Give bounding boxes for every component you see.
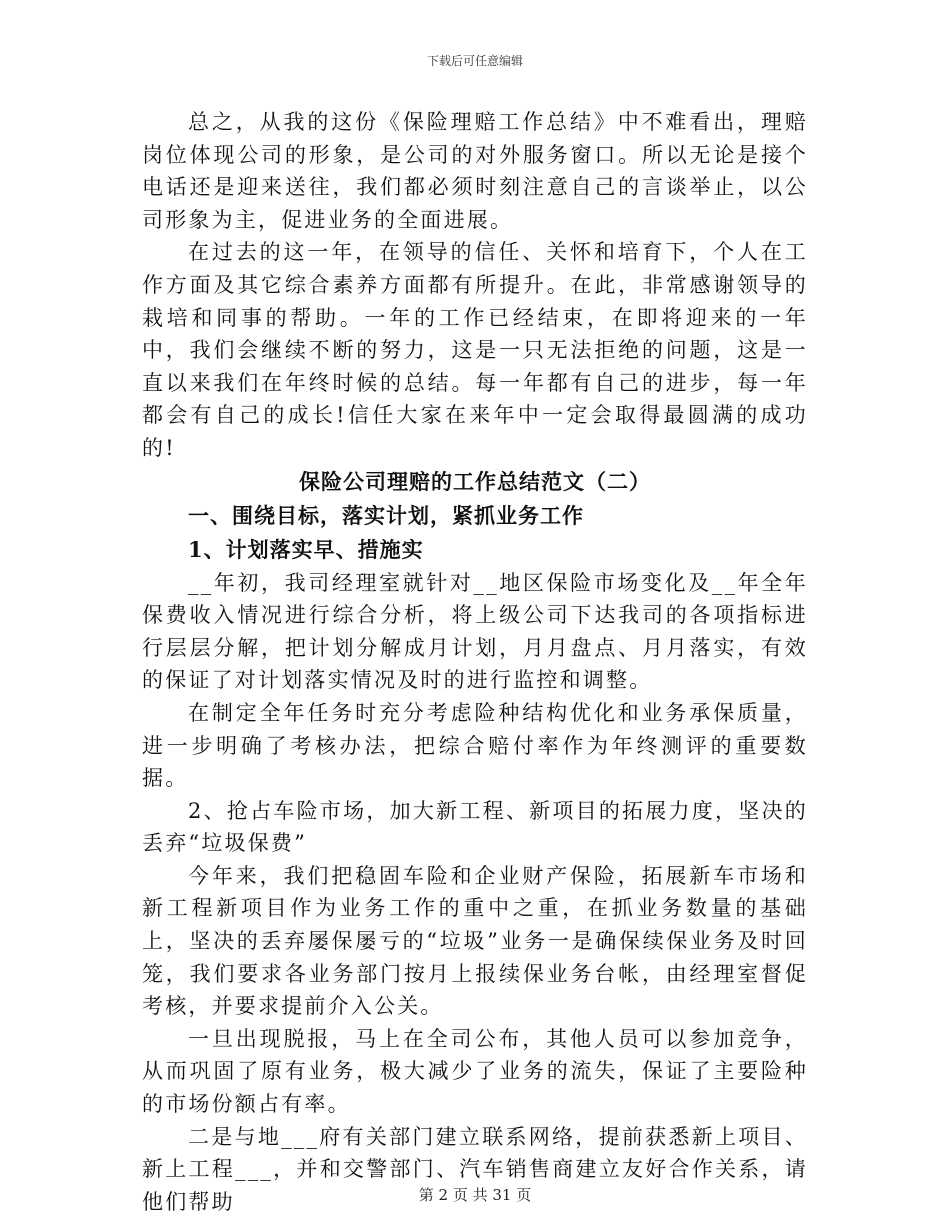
paragraph-government: 二是与地___府有关部门建立联系网络，提前获悉新上项目、新上工程___，并和交警部门、汽车销售商建立友好合作关系，请他们帮助 bbox=[142, 1124, 808, 1214]
paragraph-tasks: 在制定全年任务时充分考虑险种结构优化和业务承保质量，进一步明确了考核办法，把综合赔付率作为年终测评的重要数据。 bbox=[142, 700, 808, 791]
paragraph-car-insurance: 2、抢占车险市场，加大新工程、新项目的拓展力度，坚决的丢弃“垃圾保费” bbox=[142, 798, 808, 856]
heading-level-1: 一、围绕目标，落实计划，紧抓业务工作 bbox=[188, 502, 584, 528]
paragraph-past-year: 在过去的这一年，在领导的信任、关怀和培育下，个人在工作方面及其它综合素养方面都有所提升。在此，非常感谢领导的栽培和同事的帮助。一年的工作已经结束，在即将迎来的一年中，我们会继续不断的努力，这是一只无法拒绝的问题，这是一直以来我们在年终时候的总结。每一年都有自己的进步，每一年都会有自己的成长!信任大家在来年中一定会取得最圆满的成功的! bbox=[142, 240, 808, 460]
paragraph-plan: __年初，我司经理室就针对__地区保险市场变化及__年全年保费收入情况进行综合分析，将上级公司下达我司的各项指标进行层层分解，把计划分解成月计划，月月盘点、月月落实，有效的保证了对计划落实情况及时的进行监控和调整。 bbox=[142, 570, 808, 693]
paragraph-summary: 总之，从我的这份《保险理赔工作总结》中不难看出，理赔岗位体现公司的形象，是公司的对外服务窗口。所以无论是接个电话还是迎来送往，我们都必须时刻注意自己的言谈举止，以公司形象为主，促进业务的全面进展。 bbox=[142, 110, 808, 232]
page-header: 下载后可任意编辑 bbox=[426, 54, 523, 68]
page-number: 第 2 页 共 31 页 bbox=[418, 1186, 532, 1204]
document-body bbox=[142, 106, 808, 1218]
section-title: 保险公司理赔的工作总结范文（二） bbox=[299, 468, 651, 494]
paragraph-competition: 一旦出现脱报，马上在全司公布，其他人员可以参加竞争，从而巩固了原有业务，极大减少了业务的流失，保证了主要险种的市场份额占有率。 bbox=[142, 1026, 808, 1117]
heading-level-2: 1、计划落实早、措施实 bbox=[188, 536, 424, 562]
paragraph-this-year: 今年来，我们把稳固车险和企业财产保险，拓展新车市场和新工程新项目作为业务工作的重中之重，在抓业务数量的基础上，坚决的丢弃屡保屡亏的“垃圾”业务一是确保续保业务及时回笼，我们要求各业务部门按月上报续保业务台帐，由经理室督促考核，并要求提前介入公关。 bbox=[142, 863, 808, 1019]
